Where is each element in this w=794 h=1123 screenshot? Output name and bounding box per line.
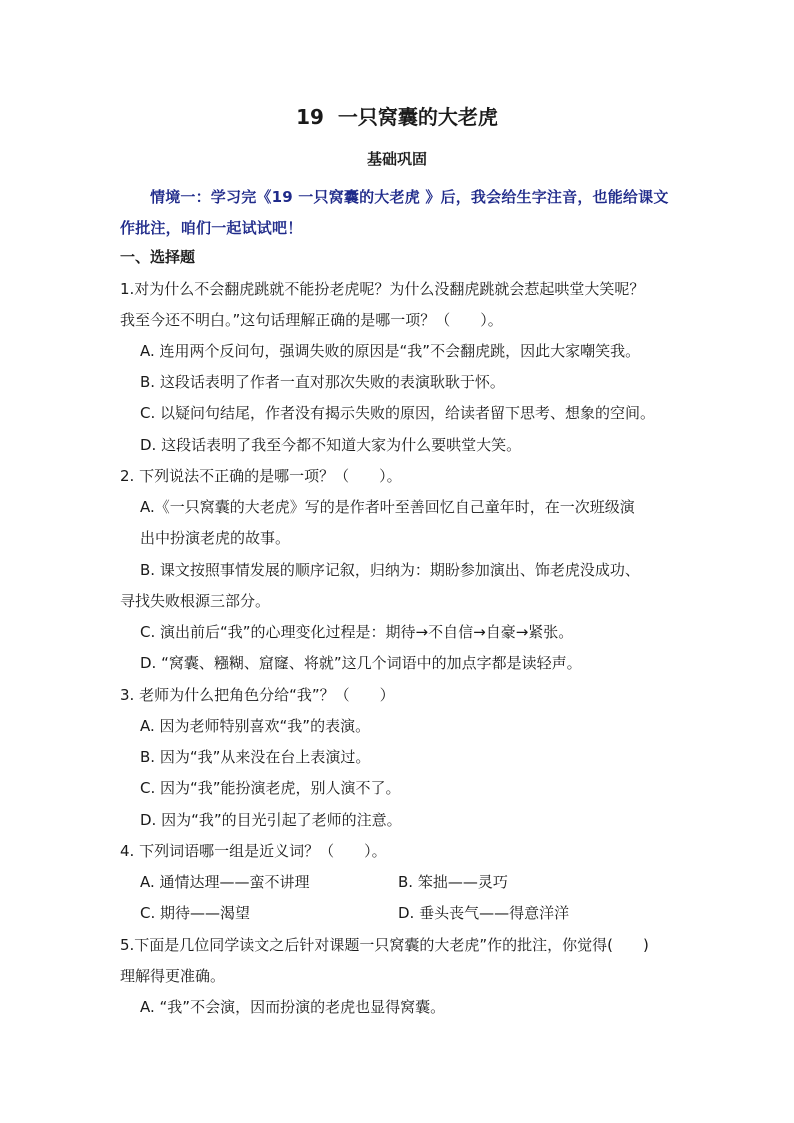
section-heading: 一、选择题 bbox=[120, 248, 196, 266]
question-1-stem-line-1: 1.对为什么不会翻虎跳就不能扮老虎呢？为什么没翻虎跳就会惹起哄堂大笑呢？ bbox=[120, 280, 645, 298]
question-3-option-a: A. 因为老师特别喜欢“我”的表演。 bbox=[140, 717, 371, 735]
question-2-stem: 2. 下列说法不正确的是哪一项？（ ）。 bbox=[120, 467, 402, 485]
question-2-option-b-line-1: B. 课文按照事情发展的顺序记叙，归纳为：期盼参加演出、饰老虎没成功、 bbox=[140, 561, 640, 579]
question-3-option-d: D. 因为“我”的目光引起了老师的注意。 bbox=[140, 811, 402, 829]
question-5-option-a: A. “我”不会演，因而扮演的老虎也显得窝囊。 bbox=[140, 998, 446, 1016]
question-4-option-b: B. 笨拙——灵巧 bbox=[398, 873, 508, 891]
question-1-option-c: C. 以疑问句结尾，作者没有揭示失败的原因，给读者留下思考、想象的空间。 bbox=[140, 404, 656, 422]
section-subtitle: 基础巩固 bbox=[366, 150, 427, 168]
question-2-option-a-line-2: 出中扮演老虎的故事。 bbox=[140, 529, 291, 547]
question-4-option-a: A. 通情达理——蛮不讲理 bbox=[140, 873, 310, 891]
question-3-option-b: B. 因为“我”从来没在台上表演过。 bbox=[140, 748, 371, 766]
question-4-option-c: C. 期待——渴望 bbox=[140, 904, 251, 922]
question-3-option-c: C. 因为“我”能扮演老虎，别人演不了。 bbox=[140, 779, 401, 797]
question-5-stem-line-1: 5.下面是几位同学读文之后针对课题一只窝囊的大老虎”作的批注，你觉得( ) bbox=[120, 936, 649, 954]
question-2-option-a-line-1: A.《一只窝囊的大老虎》写的是作者叶至善回忆自己童年时，在一次班级演 bbox=[140, 498, 635, 516]
context-paragraph: 情境一：学习完《19 一只窝囊的大老虎 》后，我会给生字注音，也能给课文作批注，咱们一起试试吧！ bbox=[120, 188, 669, 237]
page-title: 19 一只窝囊的大老虎 bbox=[296, 105, 498, 129]
question-4-option-d: D. 垂头丧气——得意洋洋 bbox=[398, 904, 570, 922]
question-1-option-d: D. 这段话表明了我至今都不知道大家为什么要哄堂大笑。 bbox=[140, 436, 522, 454]
question-5-stem-line-2: 理解得更准确。 bbox=[120, 967, 226, 985]
question-1-option-b: B. 这段话表明了作者一直对那次失败的表演耿耿于怀。 bbox=[140, 373, 505, 391]
question-2-option-d: D. “窝囊、糨糊、窟窿、将就”这几个词语中的加点字都是读轻声。 bbox=[140, 654, 582, 672]
question-3-stem: 3. 老师为什么把角色分给“我”？（ ） bbox=[120, 686, 395, 704]
question-4-stem: 4. 下列词语哪一组是近义词？（ ）。 bbox=[120, 842, 387, 860]
question-1-option-a: A. 连用两个反问句，强调失败的原因是“我”不会翻虎跳，因此大家嘲笑我。 bbox=[140, 342, 641, 360]
question-1-stem-line-2: 我至今还不明白。”这句话理解正确的是哪一项？（ ）。 bbox=[120, 311, 503, 329]
question-2-option-c: C. 演出前后“我”的心理变化过程是：期待→不自信→自豪→紧张。 bbox=[140, 623, 574, 641]
question-2-option-b-line-2: 寻找失败根源三部分。 bbox=[120, 592, 271, 610]
